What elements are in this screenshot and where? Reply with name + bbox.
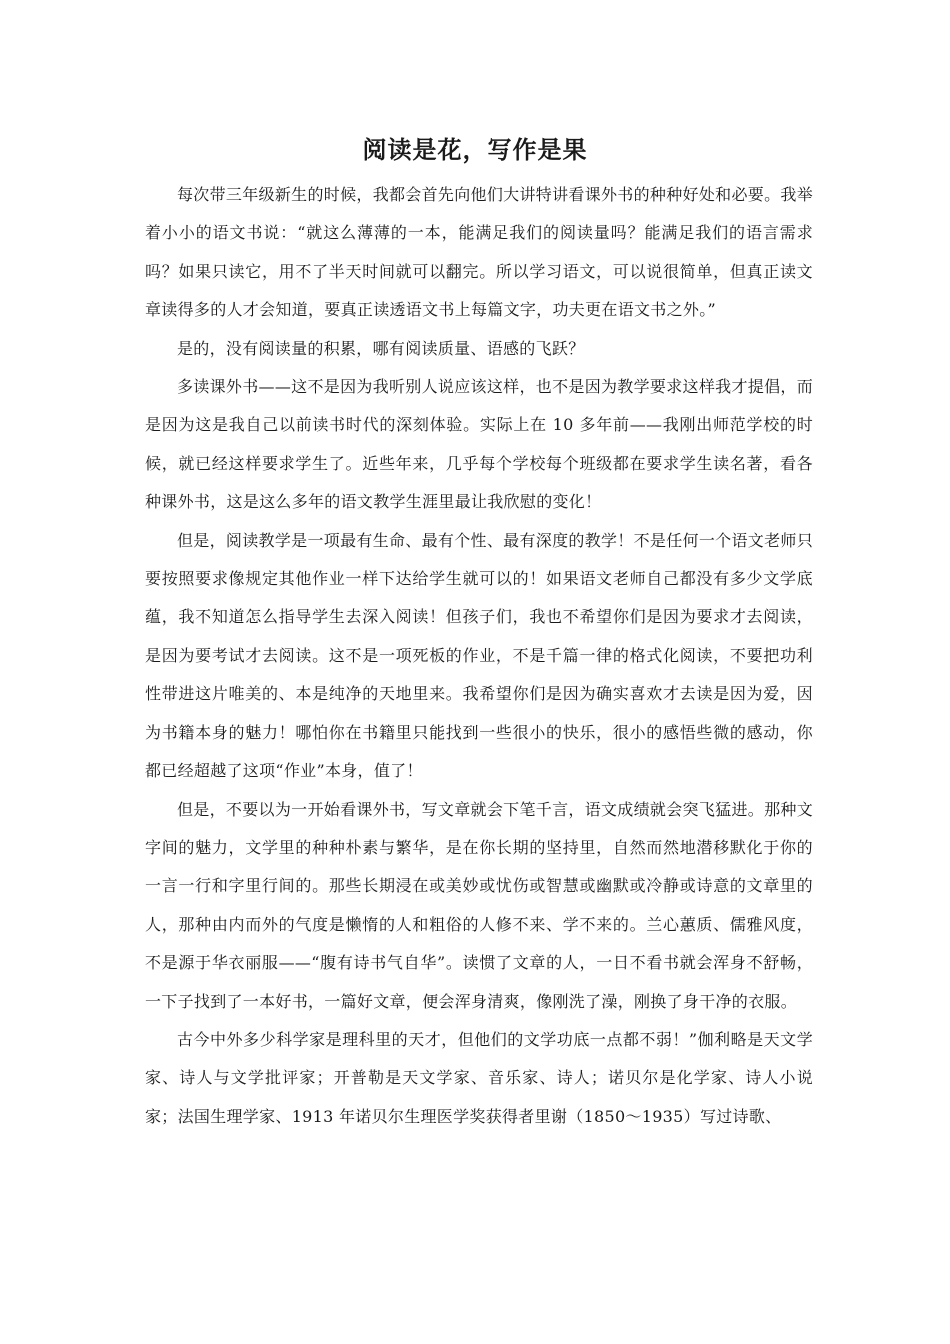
document-title: 阅读是花，写作是果 <box>362 135 588 164</box>
paragraph: 但是，阅读教学是一项最有生命、最有个性、最有深度的教学！不是任何一个语文老师只要按照要求像规定其他作业一样下达给学生就可以的！如果语文老师自己都没有多少文学底蕴，我不知道怎么指导学生去深入阅读！但孩子们，我也不希望你们是因为要求才去阅读，是因为要考试才去阅读。这不是一项死板的作业，不是千篇一律的格式化阅读，不要把功利性带进这片唯美的、本是纯净的天地里来。我希望你们是因为确实喜欢才去读是因为爱，因为书籍本身的魅力！哪怕你在书籍里只能找到一些很小的快乐，很小的感悟些微的感动，你都已经超越了这项“作业”本身，值了！ <box>145 530 813 781</box>
paragraph: 古今中外多少科学家是理科里的天才，但他们的文学功底一点都不弱！”伽利略是天文学家、诗人与文学批评家；开普勒是天文学家、音乐家、诗人；诺贝尔是化学家、诗人小说家；法国生理学家、1913 年诺贝尔生理医学奖获得者里谢（1850～1935）写过诗歌、 <box>145 1029 813 1126</box>
paragraph: 每次带三年级新生的时候，我都会首先向他们大讲特讲看课外书的种种好处和必要。我举着小小的语文书说：“就这么薄薄的一本，能满足我们的阅读量吗？能满足我们的语言需求吗？如果只读它，用不了半天时间就可以翻完。所以学习语文，可以说很简单，但真正读文章读得多的人才会知道，要真正读透语文书上每篇文字，功夫更在语文书之外。” <box>145 185 813 320</box>
paragraph: 多读课外书——这不是因为我听别人说应该这样，也不是因为教学要求这样我才提倡，而是因为这是我自己以前读书时代的深刻体验。实际上在 10 多年前——我刚出师范学校的时候，就已经这样要求学生了。近些年来，几乎每个学校每个班级都在要求学生读名著，看各种课外书，这是这么多年的语文教学生涯里最让我欣慰的变化！ <box>145 377 813 512</box>
paragraph: 但是，不要以为一开始看课外书，写文章就会下笔千言，语文成绩就会突飞猛进。那种文字间的魅力，文学里的种种朴素与繁华，是在你长期的坚持里，自然而然地潜移默化于你的一言一行和字里行间的。那些长期浸在或美妙或忧伤或智慧或幽默或冷静或诗意的文章里的人，那种由内而外的气度是懒惰的人和粗俗的人修不来、学不来的。兰心蕙质、儒雅风度，不是源于华衣丽服——“腹有诗书气自华”。读惯了文章的人，一日不看书就会浑身不舒畅，一下子找到了一本好书，一篇好文章，便会浑身清爽，像刚洗了澡，刚换了身干净的衣服。 <box>145 799 813 1011</box>
document-body <box>145 176 813 1136</box>
paragraph: 是的，没有阅读量的积累，哪有阅读质量、语感的飞跃？ <box>177 338 585 358</box>
